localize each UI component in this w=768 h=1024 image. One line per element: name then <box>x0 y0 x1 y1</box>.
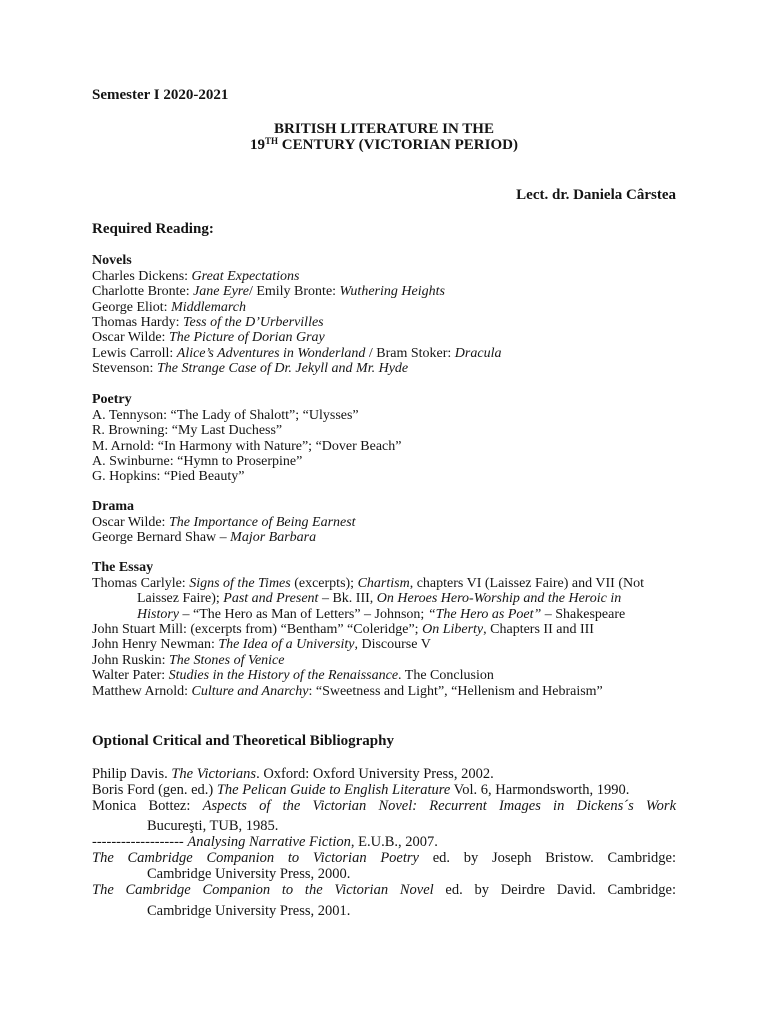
section-heading-poetry: Poetry <box>92 392 132 408</box>
essay-section <box>92 560 676 699</box>
entry-text: , chapters VI (Laissez Faire) and VII (Not <box>409 575 644 591</box>
work-title: Studies in the History of the Renaissance <box>168 668 399 684</box>
work-title: Alice’s Adventures in Wonderland <box>176 345 366 361</box>
essay-item <box>92 684 676 699</box>
author-text: John Ruskin: <box>92 652 170 668</box>
entry-text: , E.U.B., 2007. <box>350 834 438 850</box>
entry-text: – Bk. III, <box>318 591 377 607</box>
work-title: The Idea of a University <box>218 637 355 653</box>
author-text: Matthew Arnold: <box>92 683 192 699</box>
drama-item <box>92 530 676 545</box>
poetry-section <box>92 392 676 484</box>
author-text: Lewis Carroll: <box>92 345 177 361</box>
entry-text: Cambridge University Press, 2001. <box>147 903 351 919</box>
essay-item-line <box>92 591 676 606</box>
course-title-line-1: BRITISH LITERATURE IN THE <box>274 121 494 137</box>
work-title: Aspects of the Victorian Novel: Recurrent Images in Dickens´s Work <box>202 798 677 814</box>
work-title: On Heroes Hero-Worship and the Heroic in <box>376 591 622 607</box>
bibliography-list <box>92 766 676 919</box>
work-title: Dracula <box>454 345 502 361</box>
essay-item-carlyle <box>92 576 676 622</box>
author-text: George Eliot: <box>92 299 172 315</box>
drama-section <box>92 499 676 545</box>
entry-text: , Discourse V <box>354 637 431 653</box>
work-title: Past and Present <box>223 591 319 607</box>
drama-item <box>92 515 676 530</box>
poetry-item: R. Browning: “My Last Duchess” <box>92 423 283 439</box>
work-title: History <box>137 606 179 622</box>
section-heading-drama: Drama <box>92 499 134 515</box>
entry-text: Laissez Faire); <box>137 591 224 607</box>
work-title: “The Hero as Poet” <box>427 606 542 622</box>
section-heading-novels: Novels <box>92 253 132 269</box>
lecturer-name: Lect. dr. Daniela Cârstea <box>516 187 676 203</box>
work-title: The Victorians <box>171 766 257 782</box>
bibliography-heading: Optional Critical and Theoretical Bibliography <box>92 733 394 749</box>
course-title-line-2 <box>92 137 676 153</box>
poetry-item: A. Tennyson: “The Lady of Shalott”; “Ulysses” <box>92 407 359 423</box>
work-title: The Importance of Being Earnest <box>168 514 356 530</box>
essay-item <box>92 637 676 652</box>
author-text: / Emily Bronte: <box>248 284 340 300</box>
author-text: Philip Davis. <box>92 766 172 782</box>
entry-text: ------------------- <box>92 834 188 850</box>
bibliography-entry-line <box>92 882 676 898</box>
century-number: 19 <box>250 137 266 153</box>
work-title: The Cambridge Companion to the Victorian Novel <box>92 882 434 898</box>
author-text: Charlotte Bronte: <box>92 284 194 300</box>
bibliography-entry-line <box>92 850 676 866</box>
entry-text: . The Conclusion <box>398 668 494 684</box>
author-text: Charles Dickens: <box>92 268 192 284</box>
work-title: Culture and Anarchy <box>191 683 309 699</box>
author-text: Boris Ford (gen. ed.) <box>92 782 217 798</box>
bibliography-entry <box>92 766 676 782</box>
author-text: Thomas Hardy: <box>92 314 183 330</box>
entry-text: Bucureşti, TUB, 1985. <box>147 818 279 834</box>
bibliography-entry <box>92 882 676 919</box>
work-title: The Picture of Dorian Gray <box>168 330 325 346</box>
novel-item <box>92 300 676 315</box>
work-title: The Strange Case of Dr. Jekyll and Mr. Hyde <box>156 361 409 377</box>
work-title: Tess of the D’Urbervilles <box>182 314 324 330</box>
author-text: George Bernard Shaw – <box>92 530 231 546</box>
poetry-item: A. Swinburne: “Hymn to Proserpine” <box>92 453 303 469</box>
bibliography-entry-line <box>92 903 676 919</box>
author-text: Oscar Wilde: <box>92 514 169 530</box>
essay-item-line <box>92 576 676 591</box>
century-superscript: TH <box>265 136 279 146</box>
bibliography-entry-line <box>92 818 676 834</box>
novel-item <box>92 315 676 330</box>
section-heading-essay: The Essay <box>92 560 154 576</box>
poetry-item: G. Hopkins: “Pied Beauty” <box>92 469 245 485</box>
author-text: Thomas Carlyle: <box>92 575 190 591</box>
work-title: The Stones of Venice <box>169 652 285 668</box>
century-text: CENTURY (VICTORIAN PERIOD) <box>278 137 518 153</box>
novel-item <box>92 330 676 345</box>
entry-text: Vol. 6, Harmondsworth, 1990. <box>450 782 630 798</box>
work-title: The Cambridge Companion to Victorian Poetry <box>92 850 419 866</box>
entry-text: ed. by Deirdre David. Cambridge: <box>433 882 676 898</box>
novels-section <box>92 253 676 376</box>
author-text: Walter Pater: <box>92 668 169 684</box>
essay-item-line <box>92 607 676 622</box>
work-title: Wuthering Heights <box>339 284 445 300</box>
required-reading-heading: Required Reading: <box>92 221 214 237</box>
author-text: John Stuart Mill: (excerpts from) “Bentham” “Coleridge”; <box>92 621 423 637</box>
entry-text: Cambridge University Press, 2000. <box>147 866 351 882</box>
author-text: Stevenson: <box>92 361 157 377</box>
entry-text: – “The Hero as Man of Letters” – Johnson; <box>179 606 428 622</box>
author-text: Oscar Wilde: <box>92 330 169 346</box>
course-title <box>92 121 676 153</box>
work-title: Chartism <box>357 575 410 591</box>
entry-text: . Oxford: Oxford University Press, 2002. <box>256 766 494 782</box>
bibliography-entry <box>92 782 676 798</box>
work-title: Great Expectations <box>191 268 300 284</box>
entry-text: – Shakespeare <box>541 606 626 622</box>
work-title: Jane Eyre <box>193 284 249 300</box>
essay-item <box>92 622 676 637</box>
entry-text: ed. by Joseph Bristow. Cambridge: <box>418 850 676 866</box>
essay-item <box>92 668 676 683</box>
author-text: Monica Bottez: <box>92 798 203 814</box>
work-title: Signs of the Times <box>189 575 291 591</box>
bibliography-entry <box>92 850 676 882</box>
bibliography-entry-line <box>92 866 676 882</box>
novel-item <box>92 361 676 376</box>
work-title: The Pelican Guide to English Literature <box>216 782 451 798</box>
poetry-item: M. Arnold: “In Harmony with Nature”; “Dover Beach” <box>92 438 402 454</box>
novel-item <box>92 346 676 361</box>
bibliography-entry <box>92 834 676 850</box>
essay-item <box>92 653 676 668</box>
novel-item <box>92 269 676 284</box>
work-title: On Liberty <box>422 621 484 637</box>
work-title: Middlemarch <box>171 299 246 315</box>
bibliography-entry <box>92 798 676 834</box>
bibliography-entry-line <box>92 798 676 814</box>
semester-label: Semester I 2020-2021 <box>92 87 229 103</box>
novel-item <box>92 284 676 299</box>
work-title: Major Barbara <box>230 530 317 546</box>
entry-text: : “Sweetness and Light”, “Hellenism and Hebraism” <box>308 683 603 699</box>
author-text: / Bram Stoker: <box>365 345 455 361</box>
author-text: John Henry Newman: <box>92 637 219 653</box>
entry-text: (excerpts); <box>290 575 358 591</box>
work-title: Analysing Narrative Fiction <box>187 834 351 850</box>
entry-text: , Chapters II and III <box>483 621 594 637</box>
